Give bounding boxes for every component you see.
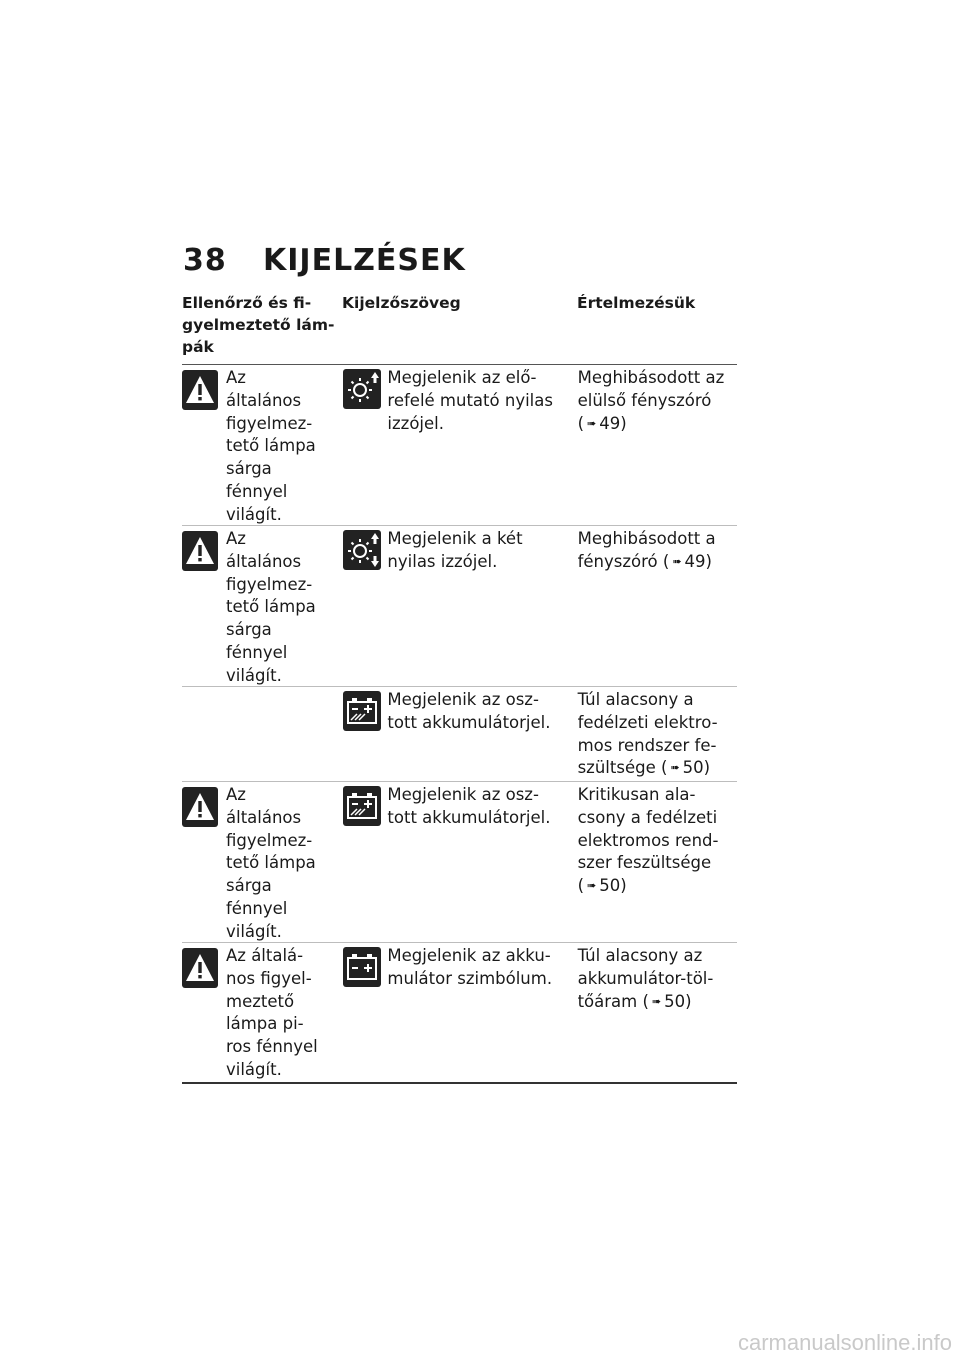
display-text: Megjelenik az osz- tott akkumulátorjel. [387, 785, 551, 827]
display-text: Megjelenik az elő- refelé mutató nyilas izzójel. [387, 368, 553, 433]
reference-arrow-icon: ➠ [651, 994, 662, 1008]
warning-triangle-icon [182, 370, 218, 410]
display-text: Megjelenik az osz- tott akkumulátorjel. [387, 690, 551, 732]
page-title: KIJELZÉSEK [263, 243, 466, 278]
meaning-text: Meghibásodott a fényszóró ( ➠ 49) [578, 528, 716, 574]
reference-arrow-icon: ➠ [587, 416, 597, 430]
lamp-text: Az általános figyelmez- tető lámpa sárga fénnyel világít. [226, 785, 316, 941]
warning-triangle-icon [182, 948, 218, 988]
meaning-text: Túl alacsony a fedélzeti elektro- mos rendszer fe- szültsége ( ➠ 50) [578, 689, 718, 780]
page-number: 38 [183, 243, 227, 278]
table-row [182, 687, 737, 782]
page-header [183, 243, 466, 278]
meaning-text: Kritikusan ala- csony a fedélzeti elektromos rend- szer feszültsége ( ➠ 50) [578, 784, 719, 898]
warning-triangle-icon [182, 787, 218, 827]
battery-striped-icon [343, 691, 381, 731]
reference-arrow-icon: ➠ [672, 554, 682, 568]
display-text: Megjelenik az akku- mulátor szimbólum. [387, 946, 553, 988]
column-header-lamps: Ellenőrző és fi- gyelmeztető lám- pák [182, 294, 335, 356]
table-row [182, 365, 737, 526]
meaning-text: Meghibásodott az elülső fényszóró ( ➠ 49) [578, 367, 725, 435]
headlight-bulb-arrow-up-icon [343, 369, 381, 409]
lamp-text: Az általános figyelmez- tető lámpa sárga fénnyel világít. [226, 368, 316, 524]
lamp-text: Az általános figyelmez- tető lámpa sárga fénnyel világít. [226, 529, 316, 685]
battery-icon [343, 947, 381, 987]
column-header-display-text: Kijelzőszöveg [342, 294, 461, 312]
battery-striped-icon [343, 786, 381, 826]
table-row [182, 782, 737, 943]
headlight-bulb-arrows-icon [343, 530, 381, 570]
indicator-table [182, 292, 737, 1084]
table-row [182, 526, 737, 687]
warning-triangle-icon [182, 531, 218, 571]
display-text: Megjelenik a két nyilas izzójel. [387, 529, 523, 571]
reference-arrow-icon: ➠ [670, 761, 680, 775]
column-header-meaning: Értelmezésük [577, 294, 696, 312]
reference-arrow-icon: ➠ [587, 879, 597, 893]
watermark[interactable]: carmanualsonline.info [737, 1330, 952, 1355]
lamp-text: Az általá- nos figyel- meztető lámpa pi- ros fénnyel világít. [226, 946, 318, 1079]
table-header [182, 292, 737, 365]
table-row [182, 943, 737, 1084]
meaning-text: Túl alacsony az akkumulátor-töl- tőáram ( ➠ 50) [578, 945, 714, 1013]
